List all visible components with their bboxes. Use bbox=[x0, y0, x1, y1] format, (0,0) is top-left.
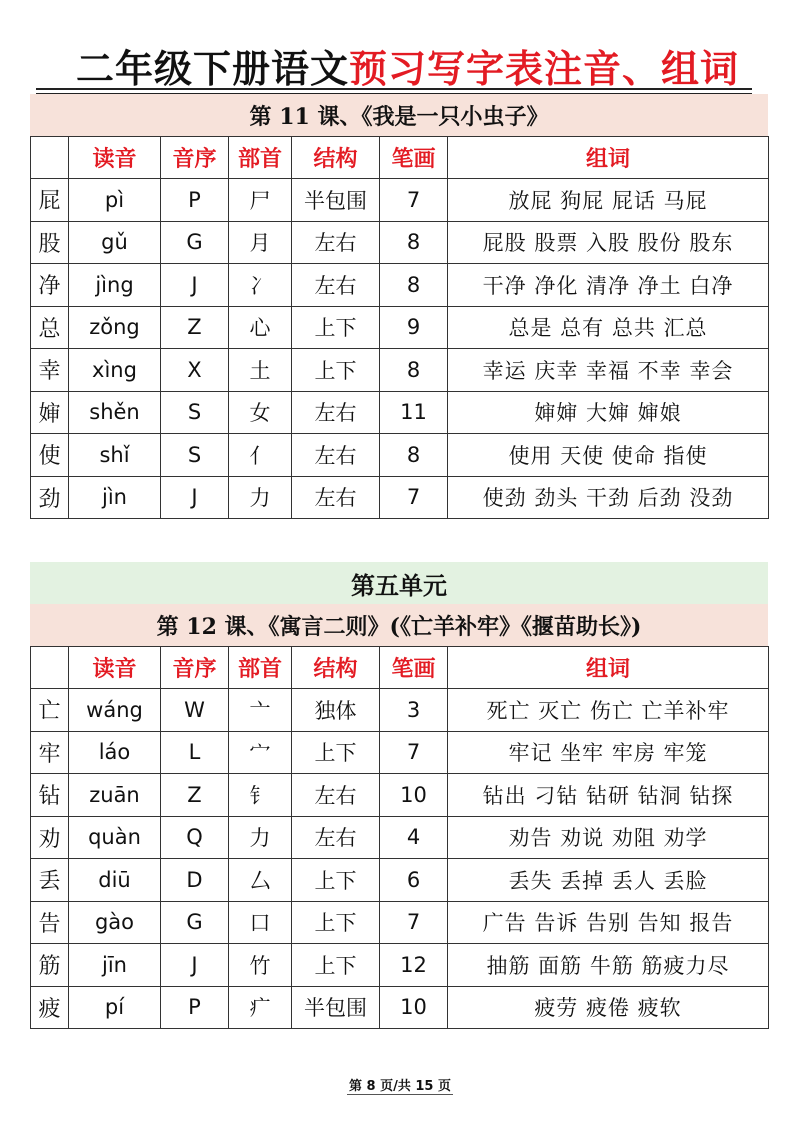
letter-cell: D bbox=[161, 859, 229, 902]
words-cell: 死亡 灭亡 伤亡 亡羊补牢 bbox=[448, 689, 769, 732]
lesson12-table bbox=[30, 646, 769, 1029]
pinyin-cell: pì bbox=[69, 179, 161, 222]
letter-cell: S bbox=[161, 434, 229, 477]
radical-cell: 土 bbox=[229, 349, 292, 392]
structure-cell: 半包围 bbox=[292, 986, 380, 1029]
words-cell: 放屁 狗屁 屁话 马屁 bbox=[448, 179, 769, 222]
page-title bbox=[0, 38, 800, 90]
pinyin-cell: gǔ bbox=[69, 221, 161, 264]
structure-cell: 上下 bbox=[292, 859, 380, 902]
title-main: 二年级下册语文 bbox=[76, 47, 350, 91]
character-cell: 亡 bbox=[31, 689, 69, 732]
structure-cell: 上下 bbox=[292, 731, 380, 774]
lesson11-heading: 第 11 课、《我是一只小虫子》 bbox=[30, 94, 768, 136]
character-cell: 劲 bbox=[31, 476, 69, 519]
strokes-cell: 11 bbox=[380, 391, 448, 434]
words-cell: 抽筋 面筋 牛筋 筋疲力尽 bbox=[448, 944, 769, 987]
radical-cell: 冫 bbox=[229, 264, 292, 307]
letter-cell: W bbox=[161, 689, 229, 732]
lesson11-table bbox=[30, 136, 769, 519]
character-cell: 使 bbox=[31, 434, 69, 477]
table-row bbox=[31, 179, 769, 222]
radical-cell: 力 bbox=[229, 816, 292, 859]
column-header: 部首 bbox=[229, 137, 292, 179]
table-row bbox=[31, 986, 769, 1029]
radical-cell: 厶 bbox=[229, 859, 292, 902]
letter-cell: Q bbox=[161, 816, 229, 859]
pinyin-cell: jīn bbox=[69, 944, 161, 987]
column-header: 读音 bbox=[69, 647, 161, 689]
pinyin-cell: wáng bbox=[69, 689, 161, 732]
character-cell: 筋 bbox=[31, 944, 69, 987]
words-cell: 干净 净化 清净 净土 白净 bbox=[448, 264, 769, 307]
structure-cell: 左右 bbox=[292, 816, 380, 859]
strokes-cell: 7 bbox=[380, 901, 448, 944]
strokes-cell: 8 bbox=[380, 264, 448, 307]
strokes-cell: 12 bbox=[380, 944, 448, 987]
words-cell: 幸运 庆幸 幸福 不幸 幸会 bbox=[448, 349, 769, 392]
title-highlight: 预习写字表注音、组词 bbox=[349, 47, 740, 91]
words-cell: 总是 总有 总共 汇总 bbox=[448, 306, 769, 349]
structure-cell: 左右 bbox=[292, 476, 380, 519]
column-header: 读音 bbox=[69, 137, 161, 179]
table-row bbox=[31, 221, 769, 264]
pinyin-cell: gào bbox=[69, 901, 161, 944]
character-cell: 净 bbox=[31, 264, 69, 307]
table-header-row bbox=[31, 647, 769, 689]
structure-cell: 左右 bbox=[292, 391, 380, 434]
column-header: 笔画 bbox=[380, 137, 448, 179]
character-cell: 钻 bbox=[31, 774, 69, 817]
character-cell: 告 bbox=[31, 901, 69, 944]
radical-cell: 月 bbox=[229, 221, 292, 264]
radical-cell: 宀 bbox=[229, 731, 292, 774]
words-cell: 婶婶 大婶 婶娘 bbox=[448, 391, 769, 434]
radical-cell: 疒 bbox=[229, 986, 292, 1029]
pinyin-cell: shěn bbox=[69, 391, 161, 434]
pinyin-cell: jìn bbox=[69, 476, 161, 519]
letter-cell: X bbox=[161, 349, 229, 392]
words-cell: 屁股 股票 入股 股份 股东 bbox=[448, 221, 769, 264]
column-header: 音序 bbox=[161, 137, 229, 179]
character-cell: 总 bbox=[31, 306, 69, 349]
letter-cell: Z bbox=[161, 306, 229, 349]
character-cell: 劝 bbox=[31, 816, 69, 859]
strokes-cell: 7 bbox=[380, 731, 448, 774]
structure-cell: 半包围 bbox=[292, 179, 380, 222]
column-header: 结构 bbox=[292, 137, 380, 179]
column-header: 结构 bbox=[292, 647, 380, 689]
letter-cell: P bbox=[161, 179, 229, 222]
character-cell: 丢 bbox=[31, 859, 69, 902]
unit-heading: 第五单元 bbox=[30, 562, 768, 604]
words-cell: 牢记 坐牢 牢房 牢笼 bbox=[448, 731, 769, 774]
strokes-cell: 8 bbox=[380, 221, 448, 264]
strokes-cell: 10 bbox=[380, 774, 448, 817]
table-row bbox=[31, 816, 769, 859]
words-cell: 钻出 刁钻 钻研 钻洞 钻探 bbox=[448, 774, 769, 817]
pinyin-cell: jìng bbox=[69, 264, 161, 307]
strokes-cell: 7 bbox=[380, 179, 448, 222]
strokes-cell: 7 bbox=[380, 476, 448, 519]
radical-cell: 亠 bbox=[229, 689, 292, 732]
character-cell: 疲 bbox=[31, 986, 69, 1029]
structure-cell: 上下 bbox=[292, 901, 380, 944]
radical-cell: 心 bbox=[229, 306, 292, 349]
table-row bbox=[31, 434, 769, 477]
structure-cell: 上下 bbox=[292, 306, 380, 349]
character-cell: 股 bbox=[31, 221, 69, 264]
letter-cell: Z bbox=[161, 774, 229, 817]
column-header bbox=[31, 137, 69, 179]
words-cell: 丢失 丢掉 丢人 丢脸 bbox=[448, 859, 769, 902]
radical-cell: 钅 bbox=[229, 774, 292, 817]
table-row bbox=[31, 689, 769, 732]
structure-cell: 左右 bbox=[292, 264, 380, 307]
lesson12-heading: 第 12 课、《寓言二则》(《亡羊补牢》《揠苗助长》) bbox=[30, 604, 768, 646]
strokes-cell: 4 bbox=[380, 816, 448, 859]
radical-cell: 女 bbox=[229, 391, 292, 434]
words-cell: 疲劳 疲倦 疲软 bbox=[448, 986, 769, 1029]
radical-cell: 竹 bbox=[229, 944, 292, 987]
words-cell: 劝告 劝说 劝阻 劝学 bbox=[448, 816, 769, 859]
strokes-cell: 8 bbox=[380, 349, 448, 392]
strokes-cell: 8 bbox=[380, 434, 448, 477]
letter-cell: S bbox=[161, 391, 229, 434]
column-header: 组词 bbox=[448, 647, 769, 689]
strokes-cell: 10 bbox=[380, 986, 448, 1029]
pinyin-cell: zuān bbox=[69, 774, 161, 817]
letter-cell: J bbox=[161, 264, 229, 307]
column-header: 组词 bbox=[448, 137, 769, 179]
strokes-cell: 9 bbox=[380, 306, 448, 349]
words-cell: 使用 天使 使命 指使 bbox=[448, 434, 769, 477]
letter-cell: G bbox=[161, 901, 229, 944]
radical-cell: 力 bbox=[229, 476, 292, 519]
strokes-cell: 6 bbox=[380, 859, 448, 902]
structure-cell: 上下 bbox=[292, 944, 380, 987]
pinyin-cell: quàn bbox=[69, 816, 161, 859]
character-cell: 牢 bbox=[31, 731, 69, 774]
table-row bbox=[31, 264, 769, 307]
page-footer bbox=[0, 1075, 800, 1095]
table-header-row bbox=[31, 137, 769, 179]
table-row bbox=[31, 476, 769, 519]
structure-cell: 上下 bbox=[292, 349, 380, 392]
column-header: 音序 bbox=[161, 647, 229, 689]
words-cell: 使劲 劲头 干劲 后劲 没劲 bbox=[448, 476, 769, 519]
column-header: 笔画 bbox=[380, 647, 448, 689]
table-row bbox=[31, 731, 769, 774]
table-row bbox=[31, 391, 769, 434]
radical-cell: 尸 bbox=[229, 179, 292, 222]
column-header bbox=[31, 647, 69, 689]
strokes-cell: 3 bbox=[380, 689, 448, 732]
structure-cell: 左右 bbox=[292, 434, 380, 477]
pinyin-cell: xìng bbox=[69, 349, 161, 392]
structure-cell: 左右 bbox=[292, 774, 380, 817]
structure-cell: 左右 bbox=[292, 221, 380, 264]
table-row bbox=[31, 306, 769, 349]
pinyin-cell: zǒng bbox=[69, 306, 161, 349]
table-row bbox=[31, 901, 769, 944]
letter-cell: J bbox=[161, 944, 229, 987]
pinyin-cell: shǐ bbox=[69, 434, 161, 477]
table-row bbox=[31, 349, 769, 392]
pinyin-cell: láo bbox=[69, 731, 161, 774]
letter-cell: G bbox=[161, 221, 229, 264]
letter-cell: P bbox=[161, 986, 229, 1029]
table-row bbox=[31, 774, 769, 817]
column-header: 部首 bbox=[229, 647, 292, 689]
page-number: 第 8 页/共 15 页 bbox=[347, 1075, 453, 1095]
title-underline bbox=[36, 88, 752, 90]
radical-cell: 口 bbox=[229, 901, 292, 944]
structure-cell: 独体 bbox=[292, 689, 380, 732]
letter-cell: J bbox=[161, 476, 229, 519]
letter-cell: L bbox=[161, 731, 229, 774]
pinyin-cell: diū bbox=[69, 859, 161, 902]
pinyin-cell: pí bbox=[69, 986, 161, 1029]
character-cell: 婶 bbox=[31, 391, 69, 434]
character-cell: 屁 bbox=[31, 179, 69, 222]
words-cell: 广告 告诉 告别 告知 报告 bbox=[448, 901, 769, 944]
table-row bbox=[31, 944, 769, 987]
radical-cell: 亻 bbox=[229, 434, 292, 477]
character-cell: 幸 bbox=[31, 349, 69, 392]
table-row bbox=[31, 859, 769, 902]
